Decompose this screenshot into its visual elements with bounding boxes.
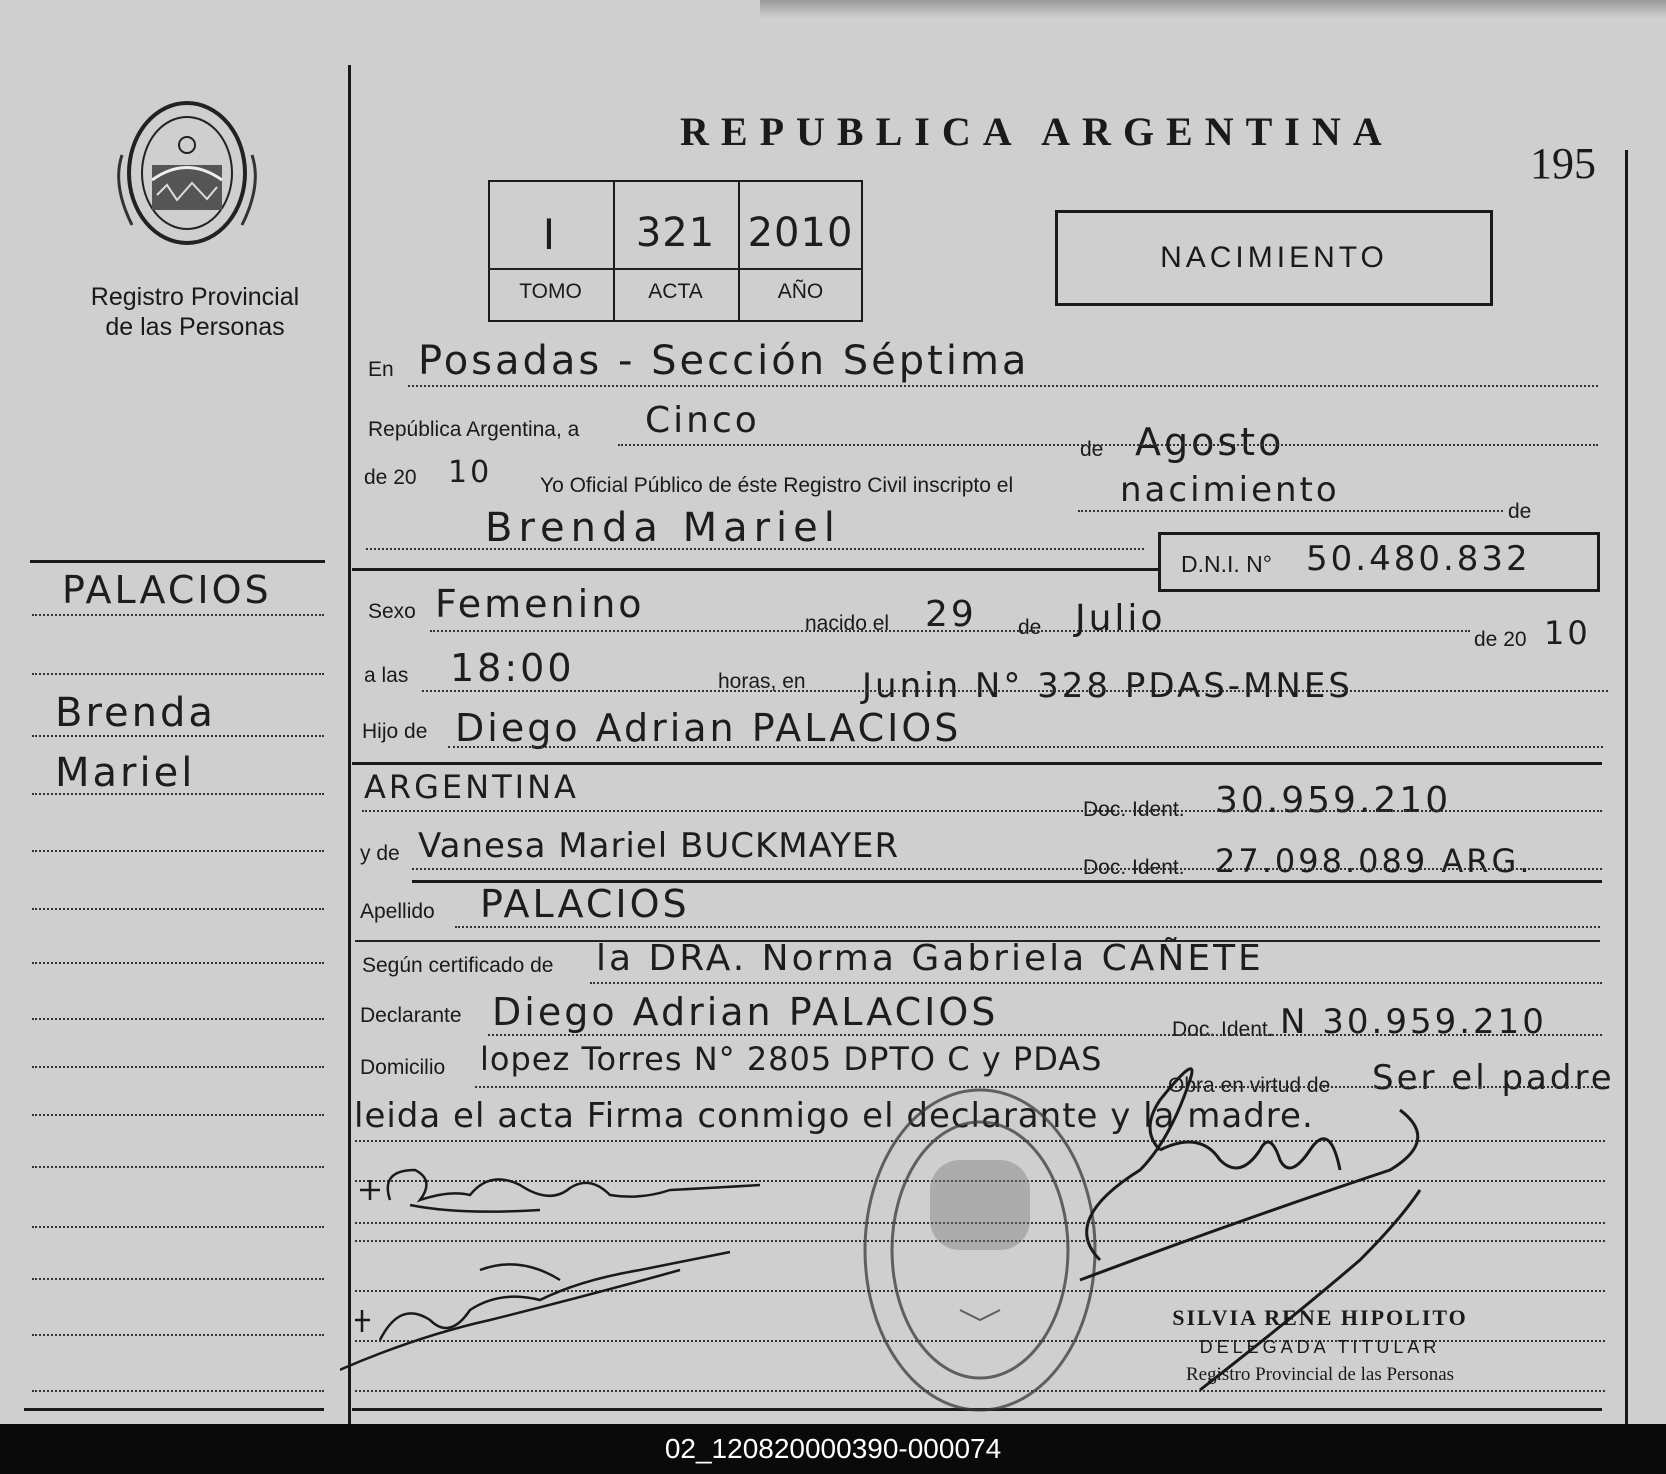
margin-line [32,735,324,737]
record-type-label: NACIMIENTO [1160,241,1388,274]
domicilio-label: Domicilio [360,1056,446,1079]
nacido-mes: Julio [1075,598,1166,639]
book-reference-box [488,180,863,322]
margin-line [32,1114,324,1116]
anio-label: AÑO [777,280,824,303]
sexo-label: Sexo [368,600,416,623]
alas-label: a las [364,664,409,687]
republica-label: República Argentina, a [368,418,580,441]
apellido-line [455,926,1600,928]
seal-emblem-icon [112,95,262,255]
dni-value: 50.480.832 [1306,539,1531,579]
yde-label: y de [360,842,400,865]
province-seal [112,95,262,255]
de20-label-2: de 20 [1474,628,1527,651]
declarante-value: Diego Adrian PALACIOS [492,990,999,1034]
anio-value: 10 [448,455,493,490]
fecha-line [618,444,1598,446]
margin-line [32,962,324,964]
padre-value: Diego Adrian PALACIOS [455,706,962,750]
padre-line [448,746,1603,748]
hora-value: 18:00 [450,646,575,690]
margin-line [32,1226,324,1228]
dni-label: D.N.I. N° [1181,551,1272,577]
obra-label: Obra en virtud de [1168,1074,1331,1097]
hijo-label: Hijo de [362,720,428,743]
segun-value: la DRA. Norma Gabriela CAÑETE [596,938,1264,979]
nacido-dia: 29 [925,594,977,635]
registry-name [40,282,350,342]
page-edge-shadow [760,0,1666,18]
segun-line [590,982,1602,984]
madre-doc: 27.098.089 ARG. [1215,842,1533,880]
padre-nacionalidad: ARGENTINA [364,768,579,806]
segun-label: Según certificado de [362,954,554,977]
document-id-footer: 02_120820000390-000074 [0,1424,1666,1474]
sexo-value: Femenino [435,582,645,626]
nombre-line [366,548,1144,550]
registry-line-1: Registro Provincial [90,283,300,311]
nombre-rule [352,568,1158,571]
margin-name-2: Mariel [55,750,196,796]
madre-value: Vanesa Mariel BUCKMAYER [418,826,900,866]
declarant-signature-icon [360,1170,760,1212]
inscripto-value: nacimiento [1120,470,1340,510]
acta-value: 321 [635,210,716,256]
folio-number: 195 [1530,139,1596,188]
oficial-label: Yo Oficial Público de éste Registro Civil inscripto el [540,474,1014,497]
padre-doc: 30.959.210 [1215,780,1452,821]
nombre-value: Brenda Mariel [485,505,841,551]
tomo-label: TOMO [519,280,582,303]
domicilio-value: lopez Torres N° 2805 DPTO C y PDAS [480,1040,1103,1078]
de-label: de [1080,438,1104,461]
margin-line [32,614,324,616]
country-title: REPUBLICA ARGENTINA [680,109,1394,154]
margin-name-1: Brenda [55,690,216,736]
margin-line [32,673,324,675]
book-box-divider [488,268,863,270]
margin-line [32,850,324,852]
margin-top-rule [30,560,325,563]
mes-value: Agosto [1135,420,1285,464]
padre-doc-line [362,810,1602,812]
official-round-stamp-icon [865,1090,1095,1410]
doc-label-2: Doc. Ident. [1083,856,1185,879]
officer-name: SILVIA RENE HIPOLITO [1172,1305,1468,1330]
margin-line [32,1018,324,1020]
declarante-label: Declarante [360,1004,462,1027]
inscripto-line [1078,510,1503,512]
madre-line [412,868,1602,870]
declarante-doc: N 30.959.210 [1280,1002,1547,1042]
en-line [408,385,1598,387]
lugar-line [422,690,1608,692]
leida-value: leida el acta Firma conmigo el declarante y la madre. [354,1096,1314,1136]
margin-bottom-rule [24,1408,324,1411]
apellido-label: Apellido [360,900,435,923]
apellido-value: PALACIOS [480,882,690,926]
de20-label: de 20 [364,466,417,489]
margin-line [32,1334,324,1336]
en-label: En [368,358,394,381]
lugar-value: Junin N° 328 PDAS-MNES [862,666,1353,706]
margin-line [32,1166,324,1168]
de-label-2: de [1508,500,1532,523]
margin-line [32,1066,324,1068]
padre-rule [352,762,1602,765]
nacido-anio: 10 [1544,614,1591,652]
sexo-line [430,630,1470,632]
margin-line [32,1278,324,1280]
registry-line-2: de las Personas [105,313,285,341]
doc-label-3: Doc. Ident. [1172,1018,1274,1041]
acta-label: ACTA [648,280,703,303]
margin-surname: PALACIOS [62,568,272,612]
dni-box [1158,532,1600,592]
margin-line [32,1390,324,1392]
doc-label: Doc. Ident. [1083,798,1185,821]
de-label-3: de [1018,616,1042,639]
margin-line [32,793,324,795]
mother-signature-icon [340,1252,730,1388]
officer-registry: Registro Provincial de las Personas [1185,1364,1455,1385]
anio-value: 2010 [747,210,854,256]
officer-title: DELEGADA TITULAR [1199,1337,1441,1357]
margin-line [32,908,324,910]
obra-value: Ser el padre [1372,1058,1615,1098]
officer-stamp [1160,1305,1480,1386]
record-type-box [1055,210,1493,306]
nacido-label: nacido el [805,612,890,635]
dia-value: Cinco [645,400,760,441]
en-value: Posadas - Sección Séptima [418,338,1030,384]
horas-label: horas, en [718,670,806,693]
tomo-value: I [542,210,559,259]
